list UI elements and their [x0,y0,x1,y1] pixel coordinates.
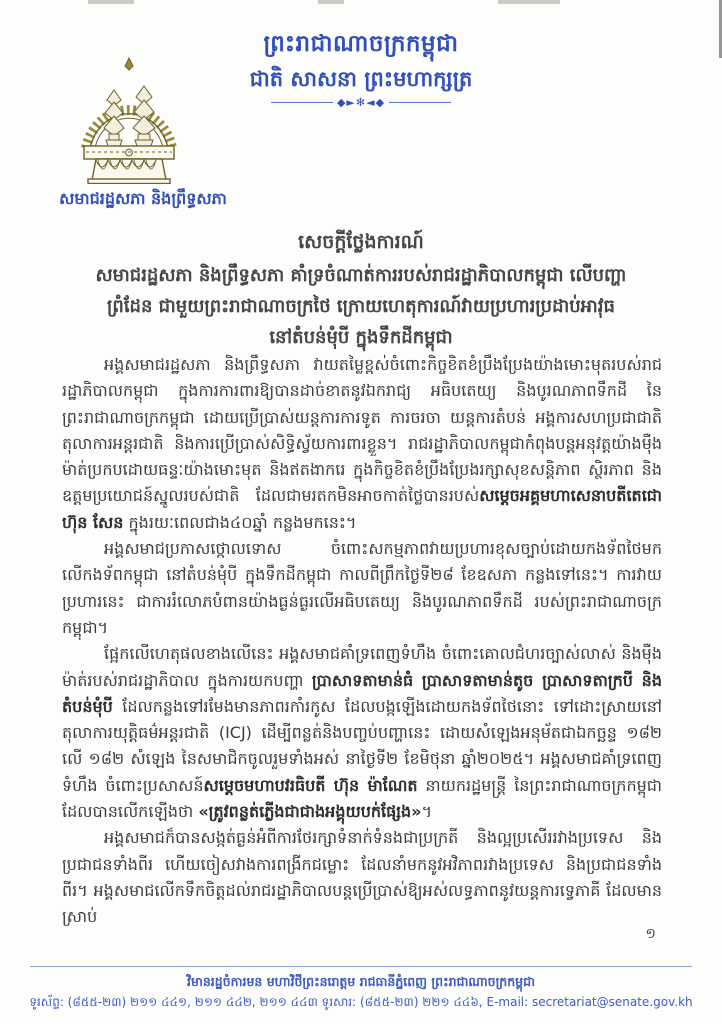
body-text: អង្គសមាជរដ្ឋសភា និងព្រឹទ្ធសភា វាយតម្លៃខ្ពស់ចំពោះកិច្ចខិតខំប្រឹងប្រែងយ៉ាងមោះមុតរបស់រាជរដ្ឋាភិបាលកម្ពុជា ក្នុងការការពារឱ្យបានដាច់ខាតនូវឯករាជ្យ អធិបតេយ្យ និងបូរណភាពទឹកដី នៃព្រះរាជាណាចក្រកម្ពុជា ដោយប្រើប្រាស់យន្តការការទូត ការចរចា យន្តការតំបន់ អង្គការសហប្រជាជាតិ តុលាការអន្តរជាតិ និងការប្រើប្រាស់សិទ្ធិស្វ័យការពារខ្លួន។ រាជរដ្ឋាភិបាលកម្ពុជាកំពុងបន្តអនុវត្តយ៉ាងម៉ឺងម៉ាត់ប្រកបដោយធន្ទៈយ៉ាងមោះមុត និងឥតងាករេ ក្នុងកិច្ចខិតខំប្រឹងប្រែងរក្សាសុខសន្តិភាព ស្ថិរភាព និងឧត្តមប្រយោជន៍ស្នូលរបស់ជាតិ ដែលជាមរតកមិនអាចកាត់ថ្លៃបានរបស់ [62,355,662,506]
statement-subtitle-line: សមាជរដ្ឋសភា និងព្រឹទ្ធសភា គាំទ្រចំណាត់ការរបស់រាជរដ្ឋាភិបាលកម្ពុជា លើបញ្ហា [95,265,627,286]
body-text: ដែលកន្លងទៅរមែងមានភាពរកាំរកូស ដែលបង្កឡើងដោយកងទ័ពថៃនោះ ទៅដោះស្រាយនៅតុលាការយុត្តិធម៌អន្តរជាតិ (ICJ) ដើម្បីពន្លត់និងបញ្ចប់បញ្ហានេះ ដោយសំឡេងអនុម័តជាឯកច្ឆន្ទ ១៨២ លើ ១៨២ សំឡេង នៃសមាជិកចូលរួមទាំងអស់ នាថ្ងៃទី២ ខែមិថុនា ឆ្នាំ២០២៥។ អង្គសមាជគាំទ្រពេញទំហឹង ចំពោះប្រសាសន៍ [62,696,662,795]
divider-ornament-icon: ◆►✻◄◆ [336,96,386,109]
body-text: ។ [421,802,433,822]
page-number: ១ [645,926,656,942]
scan-artifact [318,0,344,4]
national-motto: ជាតិ សាសនា ព្រះមហាក្សត្រ [249,67,473,91]
emphasized-text: សម្តេចអគ្គមហាសេនាបតីតេជោ ហ៊ុន សែន [62,486,662,532]
paragraph [62,352,662,536]
scan-artifact [498,0,560,4]
footer-address: វិមានរដ្ឋចំការមន មហាវិថីព្រះនរោត្តម រាជធានីភ្នំពេញ ព្រះរាជាណាចក្រកម្ពុជា [186,974,536,989]
body-text: ក្នុងរយៈពេលជាង៤០ឆ្នាំ កន្លងមកនេះ។ [123,512,357,532]
body-text: អង្គសមាជក៏បានសង្កត់ធ្ងន់អំពីការថែរក្សាទំនាក់ទំនងជាប្រក្រតី និងល្អប្រសើររវាងប្រទេស និងប្រជាជនទាំងពីរ ហើយចៀសវាងការពង្រីកជម្លោះ ដែលនាំមកនូវអវិភាពរវាងប្រទេស និងប្រជាជនទាំងពីរ។ អង្គសមាជលើកទឹកចិត្តដល់រាជរដ្ឋាភិបាលបន្តប្រើប្រាស់ឱ្យអស់លទ្ធភាពនូវយន្តការទ្វេភាគី ដែលមានស្រាប់ [62,828,662,927]
statement-subtitle [40,260,682,353]
emphasized-text: សម្តេចមហាបវរធិបតី ហ៊ុន ម៉ាណែត [203,775,418,795]
body-text: អង្គសមាជប្រកាសថ្កោលទោស ចំពោះសកម្មភាពវាយប្រហារខុសច្បាប់ដោយកងទ័ពថៃមកលើកងទ័ពកម្ពុជា នៅតំបន់មុំបី ក្នុងទឹកដីកម្ពុជា កាលពីព្រឹកថ្ងៃទី២៨ ខែឧសភា កន្លងទៅនេះ។ ការវាយប្រហារនេះ ជាការរំលោភបំពានយ៉ាងធ្ងន់ធ្ងរលើអធិបតេយ្យ និងបូរណភាពទឹកដី របស់ព្រះរាជាណាចក្រកម្ពុជា។ [62,539,662,637]
footer-rule [30,966,692,967]
paragraph [62,825,662,930]
body-text: នាយករដ្ឋមន្ត្រី នៃព្រះរាជាណាចក្រកម្ពុជា ដែលបានលើកឡើងថា [62,775,662,822]
paragraph [62,536,662,641]
scan-artifact [88,0,134,4]
body-text: ផ្អែកលើហេតុផលខាងលើនេះ អង្គសមាជគាំទ្រពេញទំហឹង ចំពោះគោលជំហរច្បាស់លាស់ និងម៉ឺងម៉ាត់របស់រាជរដ្ឋាភិបាល ក្នុងការយកបញ្ហា [62,644,662,690]
statement-heading: សេចក្តីថ្លែងការណ៍ [298,231,424,253]
kingdom-title: ព្រះរាជាណាចក្រកម្ពុជា [263,31,459,57]
emphasized-text: ប្រាសាទតាមាន់ធំ ប្រាសាទតាមាន់តូច ប្រាសាទតាក្របី និងតំបន់មុំបី [62,670,662,716]
paragraph [62,641,662,825]
emphasized-text: «ត្រូវពន្លត់ភ្លើងជាជាងអង្គុយបក់ផ្សែង» [198,802,422,822]
divider-line-left [271,102,333,103]
statement-subtitle-line: ព្រំដែន ជាមួយព្រះរាជាណាចក្រថៃ ក្រោយហេតុការណ៍វាយប្រហារប្រដាប់អាវុធ [107,296,615,317]
senate-assembly-emblem-icon [70,56,188,184]
document-body [62,352,662,931]
emblem-caption: សមាជរដ្ឋសភា និងព្រឹទ្ធសភា [59,189,227,208]
statement-subtitle-line: នៅតំបន់មុំបី ក្នុងទឹកដីកម្ពុជា [269,327,453,348]
footer-contact: ទូរស័ព្ទ: (៨៥៥-២៣) ២១១ ៤៤១, ២១១ ៤៤២, ២១១ ៤៤៣ ទូរសារ: (៨៥៥-២៣) ២២១ ៤៤៦, E-mail: secretariat@senate.gov.kh [29,995,693,1009]
divider-line-right [389,102,451,103]
